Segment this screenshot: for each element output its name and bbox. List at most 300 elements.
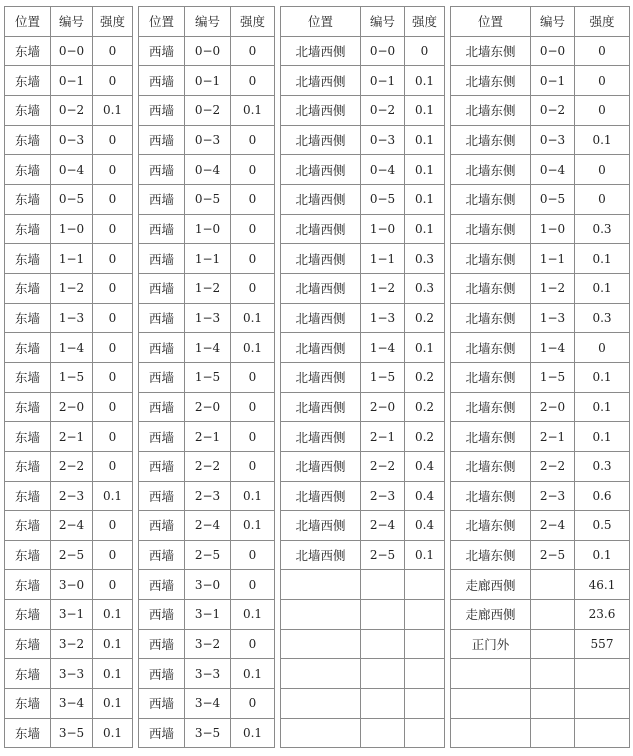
west-wall-number-cell: 1−5 xyxy=(185,362,231,392)
north-wall-east-number-cell xyxy=(531,629,575,659)
north-wall-east-number-cell: 1−2 xyxy=(531,273,575,303)
north-wall-west-strength-header: 强度 xyxy=(405,7,445,37)
east-wall-strength-cell: 0.1 xyxy=(93,629,133,659)
west-wall-location-cell: 西墙 xyxy=(139,570,185,600)
north-wall-east-location-cell: 北墙东侧 xyxy=(451,125,531,155)
north-wall-west-location-cell: 北墙西侧 xyxy=(281,214,361,244)
west-wall-strength-cell: 0 xyxy=(231,540,275,570)
north-wall-east-number-cell: 0−5 xyxy=(531,184,575,214)
east-wall-number-cell: 0−5 xyxy=(51,184,93,214)
east-wall-number-cell: 1−3 xyxy=(51,303,93,333)
table-row xyxy=(5,451,630,481)
table-row xyxy=(5,273,630,303)
table-row xyxy=(5,689,630,719)
west-wall-number-header: 编号 xyxy=(185,7,231,37)
west-wall-location-cell: 西墙 xyxy=(139,659,185,689)
north-wall-east-location-cell: 北墙东侧 xyxy=(451,362,531,392)
east-wall-strength-cell: 0 xyxy=(93,66,133,96)
west-wall-number-cell: 0−1 xyxy=(185,66,231,96)
east-wall-number-cell: 0−3 xyxy=(51,125,93,155)
east-wall-location-cell: 东墙 xyxy=(5,303,51,333)
north-wall-west-location-cell: 北墙西侧 xyxy=(281,95,361,125)
east-wall-number-cell: 3−4 xyxy=(51,689,93,719)
east-wall-number-cell: 3−0 xyxy=(51,570,93,600)
north-wall-west-location-cell xyxy=(281,718,361,748)
east-wall-location-cell: 东墙 xyxy=(5,422,51,452)
north-wall-west-strength-cell: 0.1 xyxy=(405,66,445,96)
north-wall-west-number-cell: 1−5 xyxy=(361,362,405,392)
east-wall-strength-cell: 0 xyxy=(93,570,133,600)
north-wall-west-number-cell: 0−0 xyxy=(361,36,405,66)
east-wall-location-cell: 东墙 xyxy=(5,540,51,570)
east-wall-strength-cell: 0.1 xyxy=(93,659,133,689)
north-wall-west-number-cell: 2−3 xyxy=(361,481,405,511)
west-wall-location-cell: 西墙 xyxy=(139,600,185,630)
north-wall-west-location-cell: 北墙西侧 xyxy=(281,273,361,303)
north-wall-west-strength-cell: 0.1 xyxy=(405,214,445,244)
north-wall-east-number-cell: 0−1 xyxy=(531,66,575,96)
east-wall-number-cell: 2−3 xyxy=(51,481,93,511)
north-wall-west-strength-cell: 0.2 xyxy=(405,362,445,392)
table-row xyxy=(5,155,630,185)
east-wall-number-header: 编号 xyxy=(51,7,93,37)
east-wall-strength-cell: 0 xyxy=(93,540,133,570)
west-wall-location-cell: 西墙 xyxy=(139,392,185,422)
north-wall-east-strength-cell: 0.1 xyxy=(575,422,630,452)
east-wall-number-cell: 0−0 xyxy=(51,36,93,66)
north-wall-west-number-cell: 2−5 xyxy=(361,540,405,570)
east-wall-strength-cell: 0 xyxy=(93,392,133,422)
west-wall-strength-cell: 0.1 xyxy=(231,659,275,689)
north-wall-east-location-cell: 北墙东侧 xyxy=(451,451,531,481)
north-wall-west-location-cell: 北墙西侧 xyxy=(281,481,361,511)
north-wall-east-location-cell: 北墙东侧 xyxy=(451,155,531,185)
east-wall-location-cell: 东墙 xyxy=(5,392,51,422)
east-wall-location-cell: 东墙 xyxy=(5,629,51,659)
north-wall-east-location-cell: 北墙东侧 xyxy=(451,333,531,363)
east-wall-strength-cell: 0.1 xyxy=(93,481,133,511)
north-wall-west-strength-cell: 0.1 xyxy=(405,333,445,363)
north-wall-west-location-cell xyxy=(281,600,361,630)
west-wall-location-cell: 西墙 xyxy=(139,362,185,392)
west-wall-number-cell: 1−2 xyxy=(185,273,231,303)
north-wall-east-location-cell: 北墙东侧 xyxy=(451,481,531,511)
north-wall-east-strength-cell: 0.3 xyxy=(575,214,630,244)
east-wall-strength-cell: 0 xyxy=(93,244,133,274)
west-wall-strength-cell: 0.1 xyxy=(231,511,275,541)
east-wall-number-cell: 2−4 xyxy=(51,511,93,541)
west-wall-strength-cell: 0 xyxy=(231,36,275,66)
table-row xyxy=(5,511,630,541)
west-wall-number-cell: 0−4 xyxy=(185,155,231,185)
north-wall-east-strength-cell: 0.1 xyxy=(575,273,630,303)
west-wall-strength-cell: 0.1 xyxy=(231,333,275,363)
west-wall-location-cell: 西墙 xyxy=(139,214,185,244)
north-wall-east-location-cell: 北墙东侧 xyxy=(451,392,531,422)
north-wall-east-strength-cell: 0.3 xyxy=(575,451,630,481)
north-wall-west-strength-cell: 0.1 xyxy=(405,95,445,125)
west-wall-number-cell: 3−0 xyxy=(185,570,231,600)
north-wall-east-number-cell: 1−0 xyxy=(531,214,575,244)
north-wall-east-number-cell xyxy=(531,689,575,719)
north-wall-east-number-cell xyxy=(531,570,575,600)
west-wall-number-cell: 0−5 xyxy=(185,184,231,214)
east-wall-number-cell: 3−1 xyxy=(51,600,93,630)
west-wall-number-cell: 2−0 xyxy=(185,392,231,422)
east-wall-location-cell: 东墙 xyxy=(5,155,51,185)
east-wall-strength-cell: 0 xyxy=(93,125,133,155)
north-wall-west-strength-cell: 0.3 xyxy=(405,273,445,303)
north-wall-west-number-cell: 1−3 xyxy=(361,303,405,333)
north-wall-east-strength-header: 强度 xyxy=(575,7,630,37)
north-wall-west-location-cell: 北墙西侧 xyxy=(281,36,361,66)
west-wall-strength-cell: 0 xyxy=(231,689,275,719)
west-wall-location-cell: 西墙 xyxy=(139,540,185,570)
east-wall-number-cell: 2−1 xyxy=(51,422,93,452)
north-wall-west-location-cell: 北墙西侧 xyxy=(281,155,361,185)
north-wall-west-number-cell: 1−2 xyxy=(361,273,405,303)
west-wall-number-cell: 1−3 xyxy=(185,303,231,333)
table-row xyxy=(5,600,630,630)
east-wall-number-cell: 2−5 xyxy=(51,540,93,570)
north-wall-east-location-header: 位置 xyxy=(451,7,531,37)
west-wall-location-cell: 西墙 xyxy=(139,66,185,96)
north-wall-west-number-cell: 2−2 xyxy=(361,451,405,481)
west-wall-location-cell: 西墙 xyxy=(139,629,185,659)
north-wall-west-number-cell: 2−0 xyxy=(361,392,405,422)
north-wall-west-location-cell: 北墙西侧 xyxy=(281,66,361,96)
north-wall-west-number-cell: 0−5 xyxy=(361,184,405,214)
east-wall-number-cell: 1−0 xyxy=(51,214,93,244)
west-wall-strength-cell: 0.1 xyxy=(231,718,275,748)
north-wall-east-strength-cell: 0 xyxy=(575,66,630,96)
north-wall-east-strength-cell: 46.1 xyxy=(575,570,630,600)
north-wall-west-number-cell: 0−2 xyxy=(361,95,405,125)
west-wall-strength-cell: 0 xyxy=(231,422,275,452)
west-wall-number-cell: 3−5 xyxy=(185,718,231,748)
north-wall-west-strength-cell xyxy=(405,718,445,748)
east-wall-strength-cell: 0 xyxy=(93,303,133,333)
east-wall-strength-cell: 0 xyxy=(93,362,133,392)
north-wall-east-number-cell xyxy=(531,600,575,630)
north-wall-west-strength-cell: 0.1 xyxy=(405,540,445,570)
north-wall-west-strength-cell: 0.4 xyxy=(405,481,445,511)
north-wall-east-strength-cell: 0 xyxy=(575,333,630,363)
east-wall-location-cell: 东墙 xyxy=(5,214,51,244)
west-wall-location-cell: 西墙 xyxy=(139,511,185,541)
east-wall-number-cell: 1−5 xyxy=(51,362,93,392)
east-wall-strength-cell: 0.1 xyxy=(93,718,133,748)
east-wall-location-cell: 东墙 xyxy=(5,36,51,66)
north-wall-west-location-cell: 北墙西侧 xyxy=(281,422,361,452)
table-row xyxy=(5,570,630,600)
north-wall-east-location-cell: 走廊西侧 xyxy=(451,600,531,630)
north-wall-east-number-cell: 0−0 xyxy=(531,36,575,66)
north-wall-east-strength-cell: 0.5 xyxy=(575,511,630,541)
east-wall-number-cell: 0−1 xyxy=(51,66,93,96)
east-wall-strength-cell: 0 xyxy=(93,451,133,481)
north-wall-west-strength-cell: 0.4 xyxy=(405,451,445,481)
north-wall-east-strength-cell: 0.1 xyxy=(575,540,630,570)
north-wall-west-strength-cell: 0.1 xyxy=(405,184,445,214)
east-wall-location-cell: 东墙 xyxy=(5,481,51,511)
north-wall-west-number-cell xyxy=(361,659,405,689)
north-wall-west-number-cell xyxy=(361,718,405,748)
west-wall-number-cell: 0−2 xyxy=(185,95,231,125)
north-wall-west-location-cell xyxy=(281,689,361,719)
north-wall-east-number-cell: 1−5 xyxy=(531,362,575,392)
table-row xyxy=(5,392,630,422)
north-wall-east-location-cell: 北墙东侧 xyxy=(451,214,531,244)
north-wall-west-strength-cell: 0.2 xyxy=(405,303,445,333)
north-wall-west-location-header: 位置 xyxy=(281,7,361,37)
north-wall-west-location-cell: 北墙西侧 xyxy=(281,511,361,541)
north-wall-west-location-cell xyxy=(281,659,361,689)
west-wall-number-cell: 3−3 xyxy=(185,659,231,689)
strength-table xyxy=(4,6,630,748)
west-wall-number-cell: 2−4 xyxy=(185,511,231,541)
north-wall-east-number-cell xyxy=(531,718,575,748)
north-wall-west-strength-cell: 0.1 xyxy=(405,155,445,185)
north-wall-west-location-cell: 北墙西侧 xyxy=(281,244,361,274)
north-wall-west-location-cell: 北墙西侧 xyxy=(281,184,361,214)
east-wall-number-cell: 3−5 xyxy=(51,718,93,748)
north-wall-east-location-cell: 北墙东侧 xyxy=(451,184,531,214)
east-wall-strength-cell: 0.1 xyxy=(93,95,133,125)
west-wall-location-cell: 西墙 xyxy=(139,481,185,511)
west-wall-strength-cell: 0 xyxy=(231,273,275,303)
east-wall-strength-cell: 0.1 xyxy=(93,689,133,719)
north-wall-east-location-cell xyxy=(451,659,531,689)
east-wall-location-header: 位置 xyxy=(5,7,51,37)
east-wall-strength-cell: 0 xyxy=(93,155,133,185)
north-wall-west-strength-cell: 0.2 xyxy=(405,422,445,452)
east-wall-location-cell: 东墙 xyxy=(5,95,51,125)
north-wall-east-location-cell: 北墙东侧 xyxy=(451,422,531,452)
west-wall-number-cell: 1−4 xyxy=(185,333,231,363)
table-row xyxy=(5,36,630,66)
east-wall-strength-cell: 0 xyxy=(93,184,133,214)
west-wall-number-cell: 0−3 xyxy=(185,125,231,155)
north-wall-east-number-cell: 2−2 xyxy=(531,451,575,481)
north-wall-east-strength-cell: 0.1 xyxy=(575,125,630,155)
north-wall-east-strength-cell: 0.6 xyxy=(575,481,630,511)
north-wall-east-location-cell xyxy=(451,718,531,748)
east-wall-location-cell: 东墙 xyxy=(5,718,51,748)
north-wall-west-location-cell: 北墙西侧 xyxy=(281,125,361,155)
north-wall-east-number-cell: 2−4 xyxy=(531,511,575,541)
table-row xyxy=(5,244,630,274)
west-wall-strength-cell: 0 xyxy=(231,244,275,274)
east-wall-strength-cell: 0 xyxy=(93,333,133,363)
north-wall-east-location-cell: 北墙东侧 xyxy=(451,95,531,125)
north-wall-east-number-cell: 0−3 xyxy=(531,125,575,155)
north-wall-east-location-cell: 北墙东侧 xyxy=(451,273,531,303)
west-wall-location-cell: 西墙 xyxy=(139,244,185,274)
east-wall-location-cell: 东墙 xyxy=(5,362,51,392)
east-wall-number-cell: 2−0 xyxy=(51,392,93,422)
east-wall-number-cell: 3−2 xyxy=(51,629,93,659)
north-wall-east-strength-cell: 0.3 xyxy=(575,303,630,333)
north-wall-west-strength-cell: 0 xyxy=(405,36,445,66)
west-wall-number-cell: 3−2 xyxy=(185,629,231,659)
north-wall-west-strength-cell xyxy=(405,629,445,659)
west-wall-location-cell: 西墙 xyxy=(139,689,185,719)
north-wall-west-number-cell: 0−1 xyxy=(361,66,405,96)
table-row xyxy=(5,718,630,748)
west-wall-strength-cell: 0 xyxy=(231,155,275,185)
north-wall-east-number-cell: 2−1 xyxy=(531,422,575,452)
north-wall-east-number-cell: 0−2 xyxy=(531,95,575,125)
east-wall-strength-header: 强度 xyxy=(93,7,133,37)
east-wall-location-cell: 东墙 xyxy=(5,689,51,719)
east-wall-location-cell: 东墙 xyxy=(5,570,51,600)
table-row xyxy=(5,540,630,570)
west-wall-strength-cell: 0.1 xyxy=(231,481,275,511)
west-wall-location-cell: 西墙 xyxy=(139,303,185,333)
west-wall-strength-cell: 0.1 xyxy=(231,303,275,333)
east-wall-location-cell: 东墙 xyxy=(5,125,51,155)
north-wall-west-number-cell: 1−0 xyxy=(361,214,405,244)
header-row xyxy=(5,7,630,37)
north-wall-east-location-cell: 正门外 xyxy=(451,629,531,659)
west-wall-number-cell: 1−0 xyxy=(185,214,231,244)
north-wall-east-location-cell: 北墙东侧 xyxy=(451,540,531,570)
north-wall-east-strength-cell: 0.1 xyxy=(575,362,630,392)
north-wall-east-location-cell: 北墙东侧 xyxy=(451,244,531,274)
north-wall-west-number-cell: 1−1 xyxy=(361,244,405,274)
west-wall-location-cell: 西墙 xyxy=(139,125,185,155)
east-wall-strength-cell: 0 xyxy=(93,511,133,541)
north-wall-west-number-cell: 2−1 xyxy=(361,422,405,452)
north-wall-east-location-cell: 北墙东侧 xyxy=(451,66,531,96)
east-wall-number-cell: 1−1 xyxy=(51,244,93,274)
north-wall-east-strength-cell xyxy=(575,659,630,689)
north-wall-east-number-cell: 2−3 xyxy=(531,481,575,511)
table-row xyxy=(5,214,630,244)
north-wall-east-strength-cell: 0.1 xyxy=(575,244,630,274)
north-wall-east-location-cell xyxy=(451,689,531,719)
west-wall-strength-cell: 0 xyxy=(231,362,275,392)
west-wall-strength-cell: 0 xyxy=(231,66,275,96)
north-wall-west-location-cell: 北墙西侧 xyxy=(281,333,361,363)
table-row xyxy=(5,362,630,392)
west-wall-location-cell: 西墙 xyxy=(139,333,185,363)
north-wall-east-strength-cell xyxy=(575,689,630,719)
north-wall-west-strength-cell: 0.3 xyxy=(405,244,445,274)
north-wall-west-number-cell xyxy=(361,600,405,630)
east-wall-location-cell: 东墙 xyxy=(5,451,51,481)
north-wall-east-strength-cell: 0 xyxy=(575,184,630,214)
east-wall-location-cell: 东墙 xyxy=(5,244,51,274)
west-wall-number-cell: 2−1 xyxy=(185,422,231,452)
east-wall-number-cell: 3−3 xyxy=(51,659,93,689)
table-row xyxy=(5,184,630,214)
east-wall-location-cell: 东墙 xyxy=(5,511,51,541)
north-wall-east-strength-cell: 0 xyxy=(575,155,630,185)
west-wall-strength-cell: 0 xyxy=(231,184,275,214)
north-wall-west-location-cell: 北墙西侧 xyxy=(281,362,361,392)
table-row xyxy=(5,125,630,155)
east-wall-location-cell: 东墙 xyxy=(5,66,51,96)
west-wall-number-cell: 2−3 xyxy=(185,481,231,511)
west-wall-number-cell: 2−5 xyxy=(185,540,231,570)
north-wall-east-location-cell: 北墙东侧 xyxy=(451,303,531,333)
north-wall-west-location-cell: 北墙西侧 xyxy=(281,392,361,422)
north-wall-east-number-cell: 1−4 xyxy=(531,333,575,363)
table-row xyxy=(5,422,630,452)
west-wall-strength-cell: 0 xyxy=(231,451,275,481)
east-wall-number-cell: 1−2 xyxy=(51,273,93,303)
table-row xyxy=(5,303,630,333)
north-wall-west-strength-cell xyxy=(405,600,445,630)
west-wall-location-cell: 西墙 xyxy=(139,718,185,748)
east-wall-strength-cell: 0.1 xyxy=(93,600,133,630)
north-wall-west-location-cell: 北墙西侧 xyxy=(281,303,361,333)
east-wall-strength-cell: 0 xyxy=(93,422,133,452)
north-wall-west-strength-cell: 0.4 xyxy=(405,511,445,541)
north-wall-west-location-cell: 北墙西侧 xyxy=(281,540,361,570)
table-row xyxy=(5,333,630,363)
north-wall-west-location-cell xyxy=(281,570,361,600)
north-wall-west-location-cell xyxy=(281,629,361,659)
north-wall-east-number-cell: 2−5 xyxy=(531,540,575,570)
north-wall-east-number-cell: 0−4 xyxy=(531,155,575,185)
table-row xyxy=(5,659,630,689)
east-wall-number-cell: 1−4 xyxy=(51,333,93,363)
north-wall-west-number-cell xyxy=(361,629,405,659)
west-wall-location-cell: 西墙 xyxy=(139,36,185,66)
east-wall-strength-cell: 0 xyxy=(93,36,133,66)
west-wall-strength-cell: 0 xyxy=(231,392,275,422)
north-wall-east-strength-cell: 23.6 xyxy=(575,600,630,630)
east-wall-location-cell: 东墙 xyxy=(5,184,51,214)
table-row xyxy=(5,66,630,96)
east-wall-number-cell: 0−2 xyxy=(51,95,93,125)
east-wall-strength-cell: 0 xyxy=(93,214,133,244)
west-wall-number-cell: 1−1 xyxy=(185,244,231,274)
east-wall-number-cell: 2−2 xyxy=(51,451,93,481)
west-wall-location-cell: 西墙 xyxy=(139,155,185,185)
north-wall-east-number-cell xyxy=(531,659,575,689)
west-wall-strength-cell: 0.1 xyxy=(231,95,275,125)
west-wall-location-cell: 西墙 xyxy=(139,273,185,303)
east-wall-location-cell: 东墙 xyxy=(5,333,51,363)
north-wall-east-strength-cell: 557 xyxy=(575,629,630,659)
west-wall-strength-cell: 0 xyxy=(231,214,275,244)
west-wall-number-cell: 3−4 xyxy=(185,689,231,719)
east-wall-number-cell: 0−4 xyxy=(51,155,93,185)
east-wall-location-cell: 东墙 xyxy=(5,600,51,630)
west-wall-number-cell: 3−1 xyxy=(185,600,231,630)
table-row xyxy=(5,629,630,659)
north-wall-east-strength-cell: 0 xyxy=(575,95,630,125)
west-wall-location-cell: 西墙 xyxy=(139,451,185,481)
north-wall-east-strength-cell: 0.1 xyxy=(575,392,630,422)
north-wall-west-number-cell: 1−4 xyxy=(361,333,405,363)
north-wall-east-location-cell: 北墙东侧 xyxy=(451,511,531,541)
north-wall-west-strength-cell: 0.1 xyxy=(405,125,445,155)
west-wall-location-cell: 西墙 xyxy=(139,184,185,214)
west-wall-location-header: 位置 xyxy=(139,7,185,37)
east-wall-strength-cell: 0 xyxy=(93,273,133,303)
north-wall-west-number-cell xyxy=(361,570,405,600)
east-wall-location-cell: 东墙 xyxy=(5,659,51,689)
west-wall-strength-header: 强度 xyxy=(231,7,275,37)
table-row xyxy=(5,481,630,511)
west-wall-location-cell: 西墙 xyxy=(139,422,185,452)
north-wall-east-strength-cell: 0 xyxy=(575,36,630,66)
